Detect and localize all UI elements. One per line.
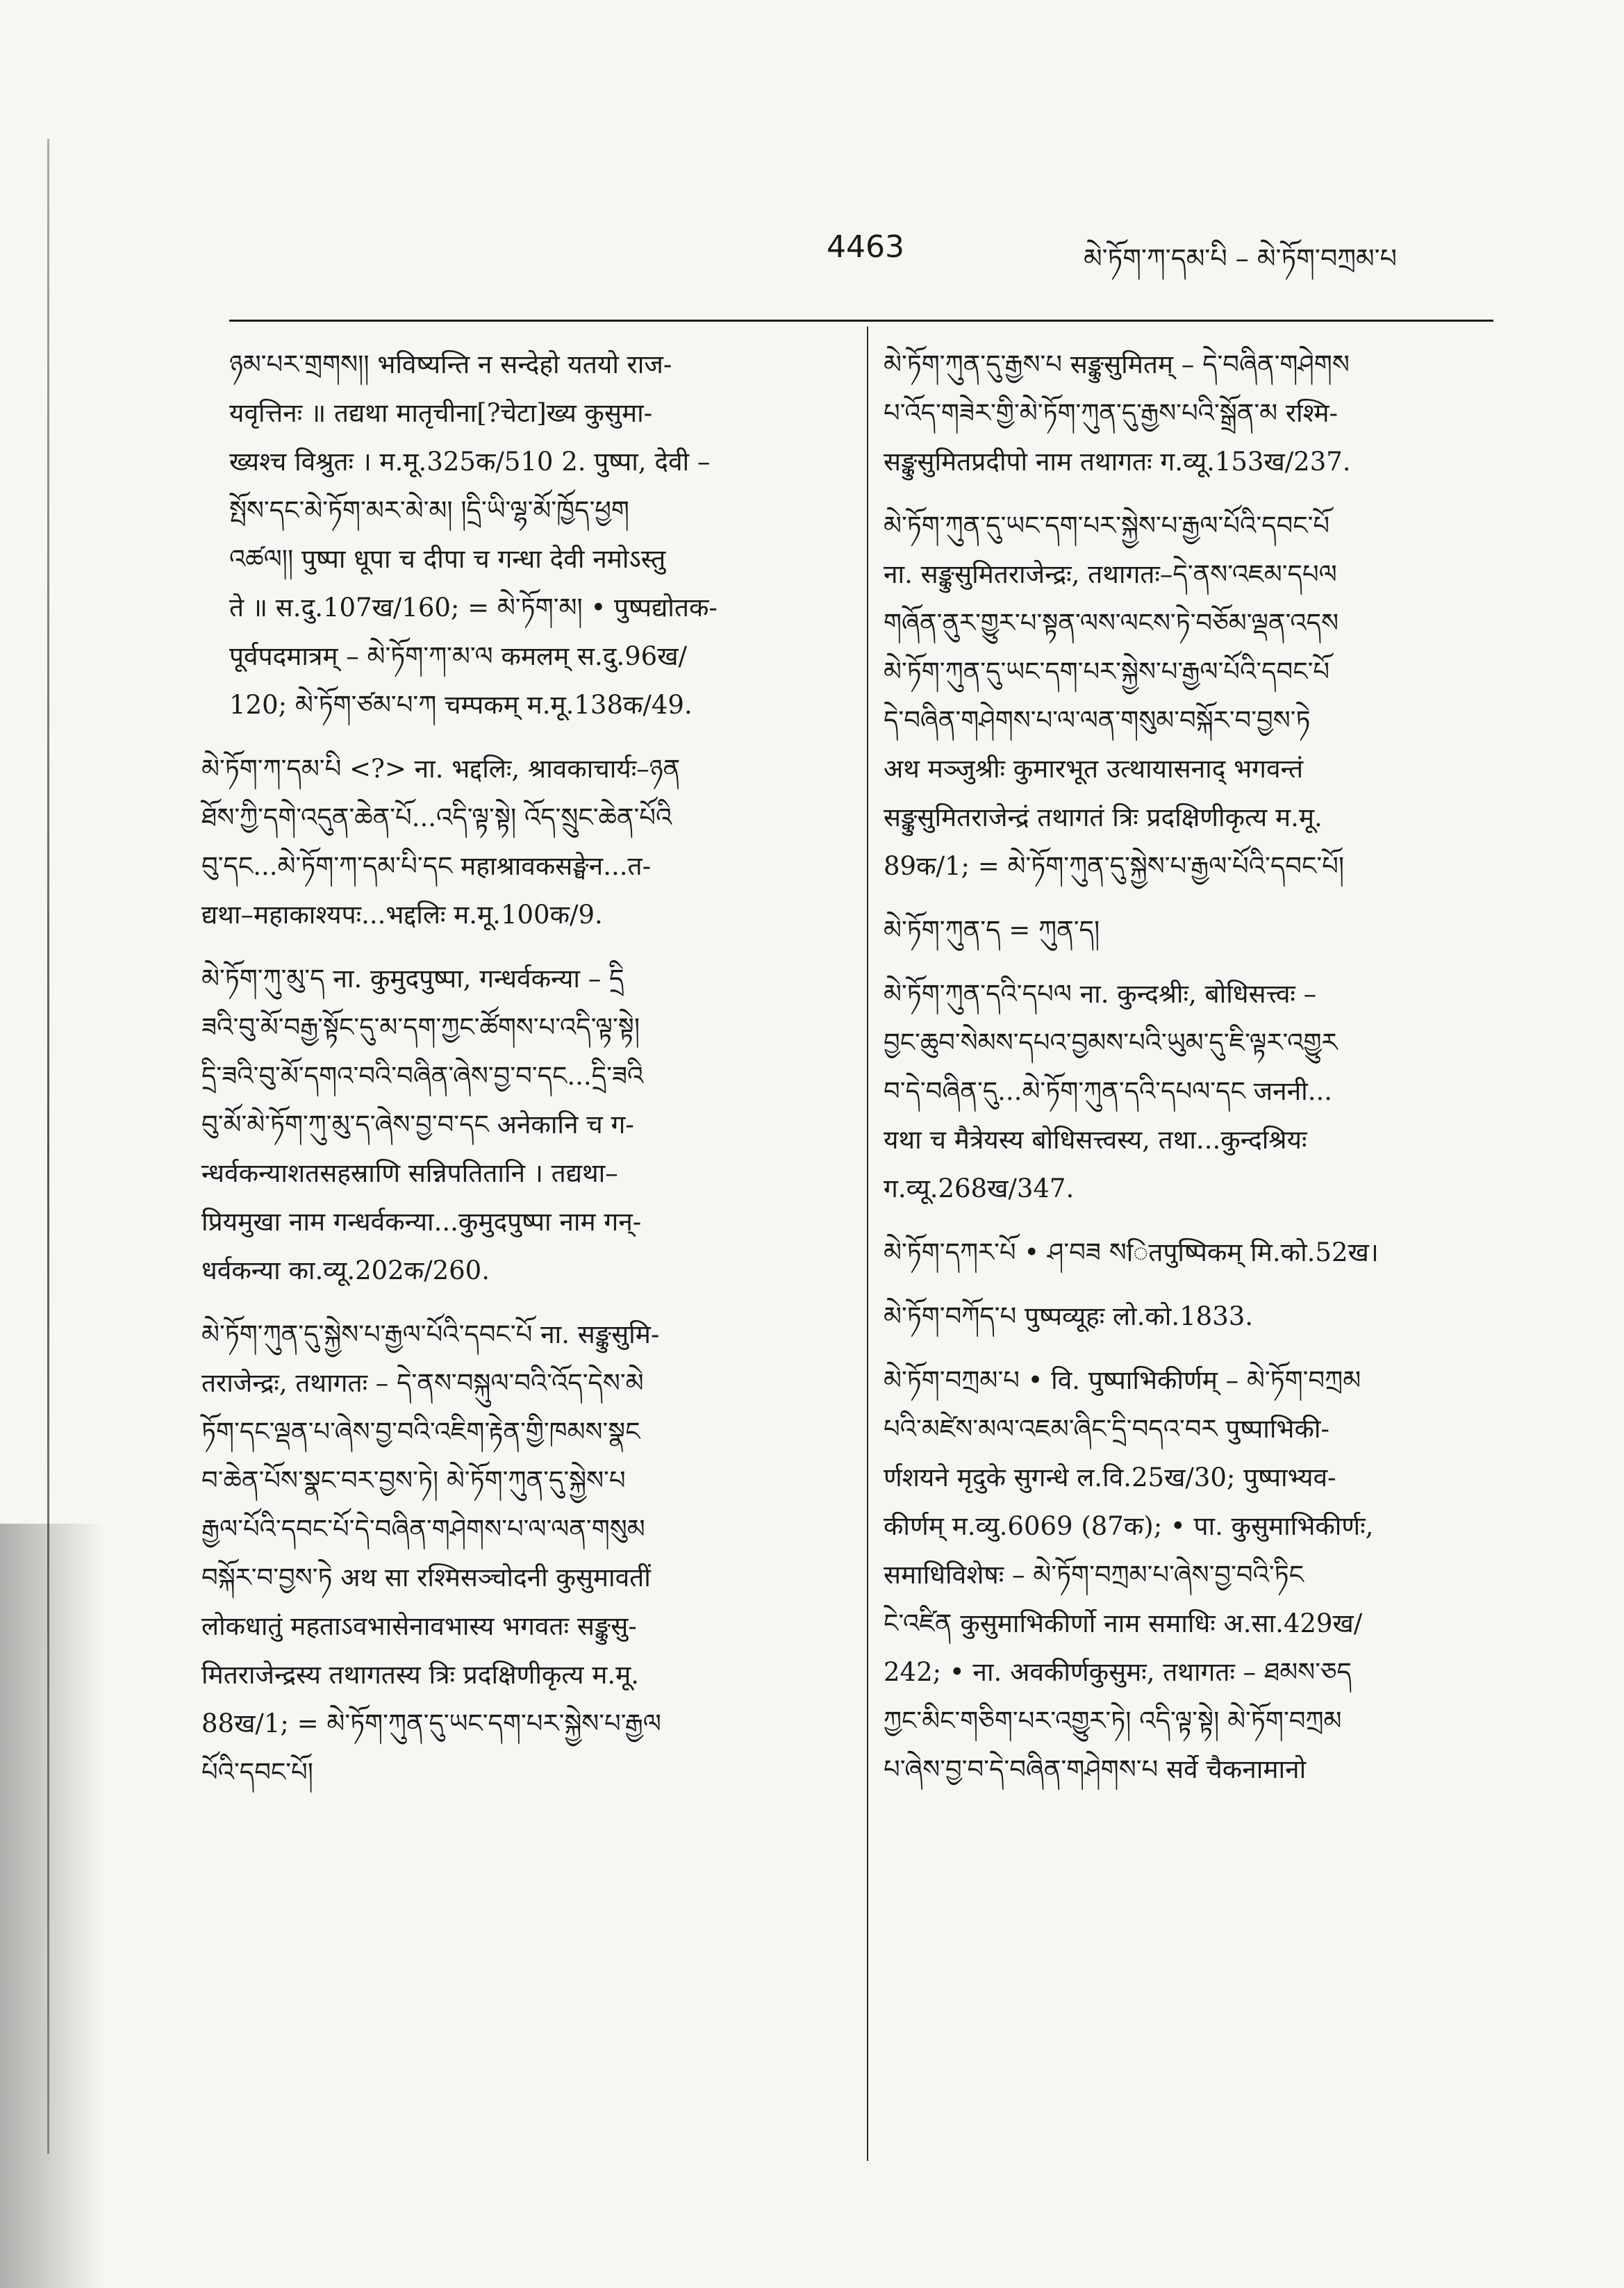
entry-line: བུ་མོ་མེ་ཏོག་ཀུ་མུ་ད་ཞེས་བྱ་བ་དང अनेकानि च ग- — [201, 1110, 634, 1139]
entry-line: ग.व्यू.268ख/347. — [884, 1174, 1075, 1203]
entry-line: सङ्कुसुमितप्रदीपो नाम तथागतः ग.व्यू.153ख/237. — [884, 447, 1351, 477]
entry-line: ཟའི་བུ་མོ་བརྒྱ་སྟོང་དུ་མ་དག་ཀྱང་ཚོགས་པ་འདི་ལྟ་སྟེ། — [201, 1012, 640, 1042]
entry-line: བ་དེ་བཞིན་དུ...མེ་ཏོག་ཀུན་དའི་དཔལ་དང जननी... — [884, 1076, 1332, 1106]
column-divider — [867, 327, 868, 2161]
entry-line: ख्यश्च विश्रुतः । म.मू.325क/510 2. पुष्पा, देवी – — [229, 447, 711, 477]
entry-line: सङ्कुसुमितराजेन्द्रं तथागतं त्रिः प्रदक्षिणीकृत्य म.मू. — [884, 803, 1323, 832]
entry-line: अथ मञ्जुश्रीः कुमारभूत उत्थायासनाद् भगवन्तं — [884, 754, 1304, 784]
right-column — [884, 340, 1502, 1809]
entry-line: བུ་དང...མེ་ཏོག་ཀ་དམ་པི་དང महाश्रावकसङ्घेन...त- — [201, 851, 652, 881]
entry-line: མེ་ཏོག་ཀུན་དུ་སྐྱེས་པ་རྒྱལ་པོའི་དབང་པོ ना. सङ्कुसुमि- — [201, 1319, 660, 1349]
entry-line: ते ॥ स.दु.107ख/160; = མེ་ཏོག་མ། • पुष्पद्योतक- — [229, 593, 718, 623]
entry-line: བསྐོར་བ་བྱས་ཏེ अथ सा रश्मिसञ्चोदनी कुसुमावतीं — [201, 1563, 651, 1592]
entry-line: བ་ཆེན་པོས་སྣང་བར་བྱས་ཏེ། མེ་ཏོག་ཀུན་དུ་སྐྱེས་པ — [201, 1465, 626, 1495]
entry-line: समाधिविशेषः – མེ་ཏོག་བཀྲམ་པ་ཞེས་བྱ་བའི་ཏིང — [884, 1560, 1304, 1590]
entry-line: 89क/1; = མེ་ཏོག་ཀུན་དུ་སྐྱེས་པ་རྒྱལ་པོའི་དབང་པོ། — [884, 851, 1345, 881]
entry-line: མེ་ཏོག་ཀུན་དུ་ཡང་དག་པར་སྐྱེས་པ་རྒྱལ་པོའི་དབང་པོ — [884, 657, 1330, 686]
dictionary-entry — [884, 340, 1502, 486]
entry-line: པ་ཞེས་བྱ་བ་དེ་བཞིན་གཤེགས་པ सर्वे चैकनामानो — [884, 1754, 1307, 1784]
page-number: 4463 — [827, 229, 904, 265]
dictionary-entry — [201, 340, 847, 730]
entry-line: སྤོས་དང་མེ་ཏོག་མར་མེ་མ། །དྲི་ཡི་ལྷ་མོ་ཁྱོད་ཕྱག — [229, 495, 629, 525]
entry-line: प्रियमुखा नाम गन्धर्वकन्या...कुमुदपुष्पा नाम गन्- — [201, 1207, 642, 1237]
entry-line: འཚལ།། पुष्पा धूपा च दीपा च गन्धा देवी नमोऽस्तु — [229, 544, 666, 574]
entry-line: ཀྱང་མིང་གཅིག་པར་འགྱུར་ཏེ། འདི་ལྟ་སྟེ། མེ་ཏོག་བཀྲམ — [884, 1706, 1342, 1736]
dictionary-entry — [884, 906, 1502, 955]
header-rule — [229, 320, 1493, 322]
entry-line: यवृत्तिनः ॥ तद्यथा मातृचीना[?चेटा]ख्य कुसुमा- — [229, 398, 653, 428]
entry-line: དེ་བཞིན་གཤེགས་པ་ལ་ལན་གསུམ་བསྐོར་བ་བྱས་ཏེ — [884, 705, 1311, 735]
entry-line: ཉམ་པར་གྲགས།། भविष्यन्ति न सन्देहो यतयो राज- — [229, 349, 672, 379]
entry-line: མེ་ཏོག་ཀུན་ད = ཀུན་ད། — [884, 915, 1100, 945]
entry-line: कीर्णम् म.व्यु.6069 (87क); • पा. कुसुमाभिकीर्णः, — [884, 1511, 1374, 1541]
entry-line: 88ख/1; = མེ་ཏོག་ཀུན་དུ་ཡང་དག་པར་སྐྱེས་པ་རྒྱལ — [201, 1709, 661, 1738]
entry-line: मितराजेन्द्रस्य तथागतस्य त्रिः प्रदक्षिणीकृत्य म.मू. — [201, 1660, 640, 1690]
entry-line: གཞོན་ནུར་གྱུར་པ་སྟན་ལས་ལངས་ཏེ་བཅོམ་ལྡན་འདས — [884, 608, 1339, 638]
entry-line: द्यथा–महाकाश्यपः...भद्दलिः म.मू.100क/9. — [201, 900, 603, 930]
running-head: མེ་ཏོག་ཀ་དམ་པི – མེ་ཏོག་བཀྲམ་པ — [1084, 243, 1397, 274]
entry-line: ཐོས་ཀྱི་དགེ་འདུན་ཆེན་པོ...འདི་ལྟ་སྟེ། འོད་སྲུང་ཆེན་པོའི — [201, 803, 672, 832]
entry-line: བྱང་ཆུབ་སེམས་དཔའ་བྱམས་པའི་ཡུམ་དུ་ཇི་ལྟར་འགྱུར — [884, 1028, 1338, 1057]
entry-line: མེ་ཏོག་དཀར་པོ • ཤ་བཟ སितपुष्पिकम् मि.को.52ख। — [884, 1237, 1379, 1267]
entry-line: यथा च मैत्रेयस्य बोधिसत्त्वस्य, तथा...कुन्दश्रियः — [884, 1125, 1307, 1155]
dictionary-entry — [884, 1292, 1502, 1341]
entry-line: དྲི་ཟའི་བུ་མོ་དགའ་བའི་བཞིན་ཞེས་བྱ་བ་དང...དྲི་ཟའི — [201, 1061, 644, 1091]
entry-line: མེ་ཏོག་ཀུན་དུ་ཡང་དག་པར་སྐྱེས་པ་རྒྱལ་པོའི་དབང་པོ — [884, 511, 1330, 541]
entry-line: མེ་ཏོག་ཀུན་དུ་རྒྱས་པ सङ्कुसुमितम् – དེ་བཞིན་གཤེགས — [884, 349, 1350, 379]
entry-line: མེ་ཏོག་བཀོད་པ पुष्पव्यूहः लो.को.1833. — [884, 1301, 1254, 1331]
entry-line: धर्वकन्या का.व्यू.202क/260. — [201, 1256, 490, 1285]
dictionary-entry — [884, 502, 1502, 891]
entry-line: ཏོག་དང་ལྡན་པ་ཞེས་བྱ་བའི་འཇིག་རྟེན་གྱི་ཁམས་སྣང — [201, 1417, 640, 1447]
dictionary-entry — [884, 970, 1502, 1213]
entry-line: པའི་མཛེས་མལ་འཇམ་ཞིང་དྲི་བདའ་བར पुष्पाभिकी- — [884, 1414, 1329, 1444]
entry-line: མེ་ཏོག་ཀུ་མུ་ད ना. कुमुदपुष्पा, गन्धर्वकन्या – དྲི — [201, 964, 624, 994]
dictionary-entry — [884, 1356, 1502, 1794]
dictionary-entry — [884, 1228, 1502, 1277]
entry-line: न्धर्वकन्याशतसहस्राणि सन्निपतितानि । तद्यथा– — [201, 1158, 618, 1188]
entry-line: 120; མེ་ཏོག་ཙམ་པ་ཀ चम्पकम् म.मू.138क/49. — [229, 690, 693, 720]
dictionary-entry — [201, 1310, 847, 1797]
entry-line: तराजेन्द्रः, तथागतः – དེ་ནས་བསྐུལ་བའི་འོད་དེས་མེ — [201, 1368, 644, 1398]
entry-line: पूर्वपदमात्रम् – མེ་ཏོག་ཀ་མ་ལ कमलम् स.दु.96ख/ — [229, 641, 687, 671]
entry-line: 242; • ना. अवकीर्णकुसुमः, तथागतः – ཐམས་ཅད — [884, 1657, 1352, 1687]
left-column — [201, 340, 847, 1812]
entry-line: ना. सङ्कुसुमितराजेन्द्रः, तथागतः–དེ་ནས་འཇམ་དཔལ — [884, 559, 1337, 589]
entry-line: र्णशयने मृदुके सुगन्धे ल.वि.25ख/30; पुष्पाभ्यव- — [884, 1463, 1336, 1492]
entry-line: རྒྱལ་པོའི་དབང་པོ་དེ་བཞིན་གཤེགས་པ་ལ་ལན་གསུམ — [201, 1514, 645, 1544]
dictionary-entry — [201, 955, 847, 1295]
entry-line: མེ་ཏོག་བཀྲམ་པ • वि. पुष्पाभिकीर्णम् – མེ་ཏོག་བཀྲམ — [884, 1365, 1361, 1395]
entry-line: ངེ་འཛིན कुसुमाभिकीर्णो नाम समाधिः अ.सा.429ख/ — [884, 1608, 1363, 1638]
entry-line: མེ་ཏོག་ཀ་དམ་པི <?> ना. भद्दलिः, श्रावकाचार्यः–ཉན — [201, 754, 681, 784]
binding-shadow — [0, 1524, 104, 2288]
entry-line: लोकधातुं महताऽवभासेनावभास्य भगवतः सङ्कुसु- — [201, 1611, 637, 1641]
entry-line: པོའི་དབང་པོ། — [201, 1757, 313, 1787]
dictionary-entry — [201, 745, 847, 939]
entry-line: མེ་ཏོག་ཀུན་དའི་དཔལ ना. कुन्दश्रीः, बोधिसत्त्वः – — [884, 979, 1317, 1009]
entry-line: པ་འོད་གཟེར་གྱི་མེ་ཏོག་ཀུན་དུ་རྒྱས་པའི་སྒྲོན་མ रश्मि- — [884, 398, 1338, 428]
